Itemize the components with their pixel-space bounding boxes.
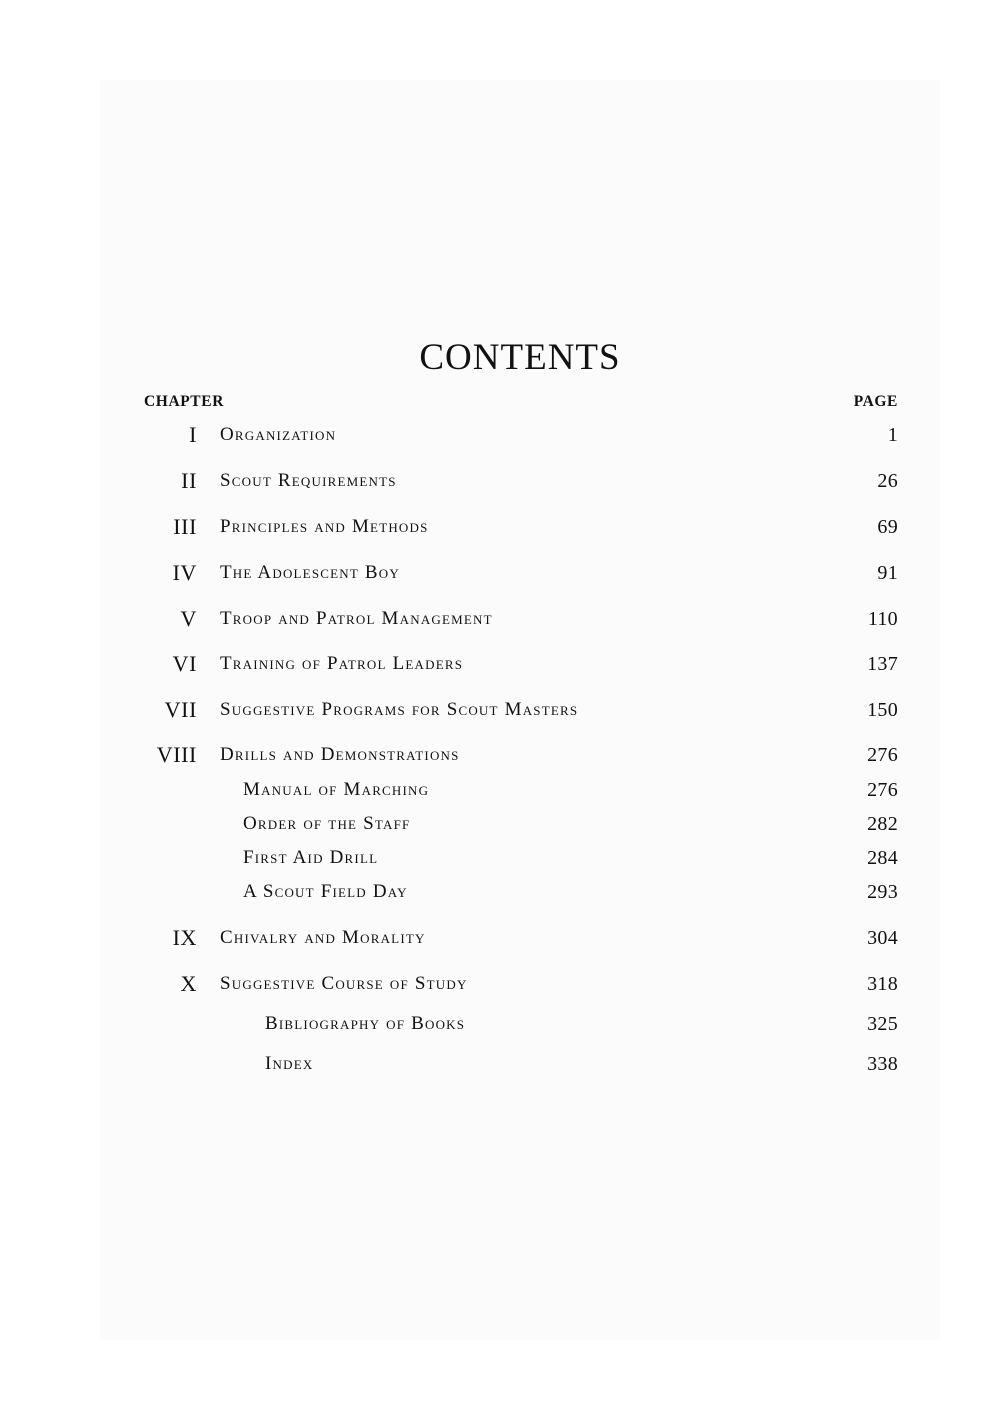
chapter-number: X (180, 971, 197, 996)
page-number: 69 (877, 516, 898, 538)
page-column-header: PAGE (853, 393, 898, 410)
chapter-number: IV (172, 560, 197, 585)
subsection-title: Manual of Marching (243, 779, 430, 800)
chapter-number: V (180, 606, 197, 631)
toc-entry-chapter-9 (0, 922, 1000, 954)
chapter-title: Troop and Patrol Management (220, 608, 493, 629)
chapter-title: Suggestive Course of Study (220, 973, 468, 994)
chapter-number: IX (172, 925, 197, 950)
chapter-number: III (173, 514, 197, 539)
subsection-title: First Aid Drill (243, 847, 379, 868)
subsection-title: Order of the Staff (243, 813, 411, 834)
page-number: 137 (867, 653, 898, 675)
toc-entry-chapter-10 (0, 968, 1000, 1000)
page-title: CONTENTS (419, 337, 621, 378)
subsection-title: A Scout Field Day (243, 881, 408, 902)
chapter-column-header: CHAPTER (144, 393, 224, 410)
toc-entry-chapter-3 (0, 511, 1000, 543)
section-title: Index (265, 1053, 314, 1074)
chapter-title: Drills and Demonstrations (220, 744, 460, 765)
page-number: 325 (867, 1013, 898, 1035)
chapter-number: VI (172, 651, 197, 676)
toc-entry-bibliography (0, 1008, 1000, 1040)
chapter-title: Scout Requirements (220, 470, 397, 491)
chapter-title: Training of Patrol Leaders (220, 653, 464, 674)
page-number: 110 (867, 608, 898, 630)
chapter-title: The Adolescent Boy (220, 562, 400, 583)
toc-subentry (0, 842, 1000, 874)
chapter-title: Organization (220, 424, 337, 445)
page-number: 26 (877, 470, 898, 492)
chapter-number: VIII (156, 742, 197, 767)
toc-subentry (0, 808, 1000, 840)
page-number: 304 (867, 927, 898, 949)
chapter-number: I (189, 422, 197, 447)
page-number: 318 (867, 973, 898, 995)
toc-entry-index (0, 1048, 1000, 1080)
page-number: 293 (867, 881, 898, 903)
page-number: 276 (867, 744, 898, 766)
page-number: 150 (867, 699, 898, 721)
page-number: 282 (867, 813, 898, 835)
toc-entry-chapter-5 (0, 603, 1000, 635)
toc-subentry (0, 876, 1000, 908)
toc-entry-chapter-6 (0, 648, 1000, 680)
chapter-title: Chivalry and Morality (220, 927, 426, 948)
chapter-number: II (181, 468, 197, 493)
toc-entry-chapter-1 (0, 419, 1000, 451)
toc-entry-chapter-7 (0, 694, 1000, 726)
page-number: 1 (887, 424, 898, 446)
toc-entry-chapter-2 (0, 465, 1000, 497)
chapter-title: Principles and Methods (220, 516, 429, 537)
page-number: 284 (867, 847, 898, 869)
page-number: 338 (867, 1053, 898, 1075)
toc-subentry (0, 774, 1000, 806)
chapter-number: VII (164, 697, 197, 722)
chapter-title: Suggestive Programs for Scout Masters (220, 699, 579, 720)
page-number: 91 (877, 562, 898, 584)
section-title: Bibliography of Books (265, 1013, 466, 1034)
toc-entry-chapter-4 (0, 557, 1000, 589)
page-number: 276 (867, 779, 898, 801)
toc-entry-chapter-8 (0, 739, 1000, 771)
